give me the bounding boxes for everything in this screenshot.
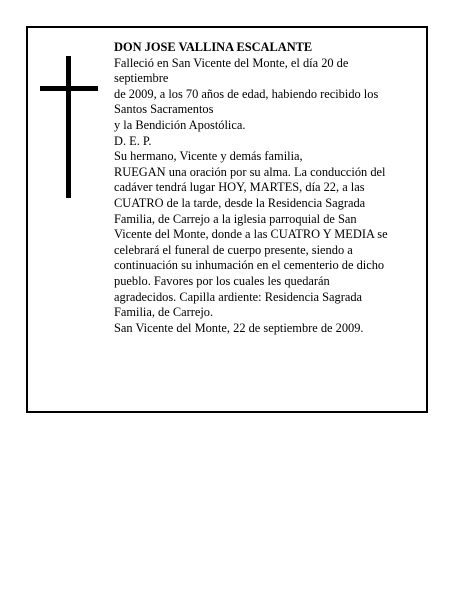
cross-vertical-bar — [66, 56, 71, 198]
notice-line: Santos Sacramentos — [114, 102, 214, 117]
obituary-notice — [26, 26, 428, 413]
notice-line: Vicente del Monte, donde a las CUATRO Y MEDIA se — [114, 227, 388, 242]
obituary-text — [114, 40, 422, 336]
notice-line: continuación su inhumación en el cementerio de dicho — [114, 258, 385, 273]
notice-line: RUEGAN una oración por su alma. La conducción del — [114, 164, 386, 179]
notice-line: septiembre — [114, 71, 169, 86]
notice-line: agradecidos. Capilla ardiente: Residencia Sagrada — [114, 289, 363, 304]
notice-line: cadáver tendrá lugar HOY, MARTES, día 22, a las — [114, 180, 365, 195]
place-date-line: San Vicente del Monte, 22 de septiembre de 2009. — [114, 320, 364, 335]
deceased-name: DON JOSE VALLINA ESCALANTE — [114, 40, 313, 54]
cross-horizontal-bar — [40, 86, 98, 91]
notice-line: celebrará el funeral de cuerpo presente, siendo a — [114, 242, 353, 257]
notice-line: Su hermano, Vicente y demás familia, — [114, 149, 303, 164]
notice-line: Familia, de Carrejo. — [114, 305, 214, 320]
notice-line: Familia, de Carrejo a la iglesia parroquial de San — [114, 211, 357, 226]
notice-line: y la Bendición Apostólica. — [114, 117, 246, 132]
notice-line: CUATRO de la tarde, desde la Residencia Sagrada — [114, 195, 366, 210]
notice-line: pueblo. Favores por los cuales les quedarán — [114, 273, 330, 288]
latin-cross-icon — [40, 56, 98, 198]
notice-line: Falleció en San Vicente del Monte, el día 20 de — [114, 55, 349, 70]
notice-line: de 2009, a los 70 años de edad, habiendo recibido los — [114, 86, 379, 101]
rip-line: D. E. P. — [114, 133, 152, 148]
